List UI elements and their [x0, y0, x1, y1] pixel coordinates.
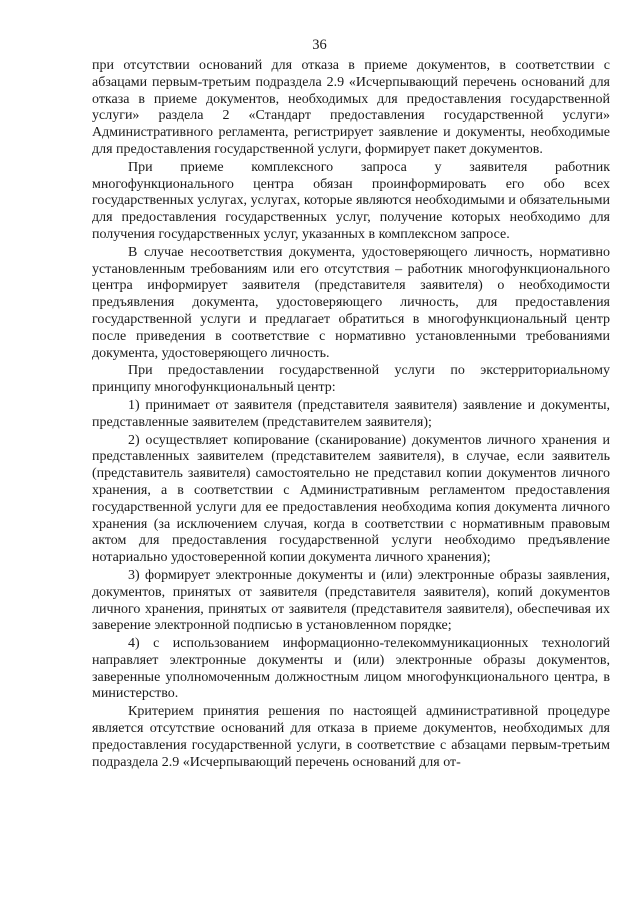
paragraph-identity-document: В случае несоответствия документа, удостоверяющего личность, нормативно установленным требованиям или его отсутствия – работник многофункционального центра информирует заявителя (представителя заявителя) о необходимости предъявления документа, удостоверяющего личность, для предоставления государственной услуги и предлагает обратиться в многофункциональный центр после приведения в соответствие с нормативно установленными требованиями документа, удостоверяющего личность. [92, 244, 610, 361]
list-item-1: 1) принимает от заявителя (представителя заявителя) заявление и документы, представленные заявителем (представителем заявителя); [92, 397, 610, 430]
paragraph-complex-request: При приеме комплексного запроса у заявителя работник многофункционального центра обязан проинформировать его обо всех государственных услугах, услугах, которые являются необходимыми и обязательными для предоставления государственных услуг, получение которых необходимо для получения государственных услуг, указанных в комплексном запросе. [92, 159, 610, 242]
paragraph-extraterritorial-intro: При предоставлении государственной услуги по экстерриториальному принципу многофункциональный центр: [92, 363, 610, 396]
list-item-2: 2) осуществляет копирование (сканирование) документов личного хранения и представленных заявителем (представителем заявителя), в случае, если заявитель (представитель заявителя) самостоятельно не представил копии документов личного хранения, а в соответствии с Административным регламентом предоставления государственной услуги для ее предоставления необходима копия документа личного хранения (за исключением случая, когда в соответствии с нормативным правовым актом для предоставления государственной услуги необходимо предъявление нотариально удостоверенной копии документа личного хранения); [92, 432, 610, 566]
list-item-3: 3) формирует электронные документы и (или) электронные образы заявления, документов, принятых от заявителя (представителя заявителя), копий документов личного хранения, принятых от заявителя (представителя заявителя), обеспечивая их заверение электронной подписью в установленном порядке; [92, 567, 610, 634]
page-number: 36 [312, 37, 327, 53]
paragraph-registration: при отсутствии оснований для отказа в приеме документов, в соответствии с абзацами первым-третьим подраздела 2.9 «Исчерпывающий перечень оснований для отказа в приеме документов, необходимых для предоставления государственной услуги» раздела 2 «Стандарт предоставления государственной услуги» Административного регламента, регистрирует заявление и документы, необходимые для предоставления государственной услуги, формирует пакет документов. [92, 58, 610, 157]
paragraph-decision-criterion: Критерием принятия решения по настоящей административной процедуре является отсутствие оснований для отказа в приеме документов, необходимых для предоставления государственной услуги, в соответствие с абзацами первым-третьим подраздела 2.9 «Исчерпывающий перечень оснований для от- [92, 704, 610, 770]
document-body [92, 58, 610, 772]
list-item-4: 4) с использованием информационно-телекоммуникационных технологий направляет электронные документы и (или) электронные образы документов, заверенные уполномоченным должностным лицом многофункционального центра, в министерство. [92, 636, 610, 702]
